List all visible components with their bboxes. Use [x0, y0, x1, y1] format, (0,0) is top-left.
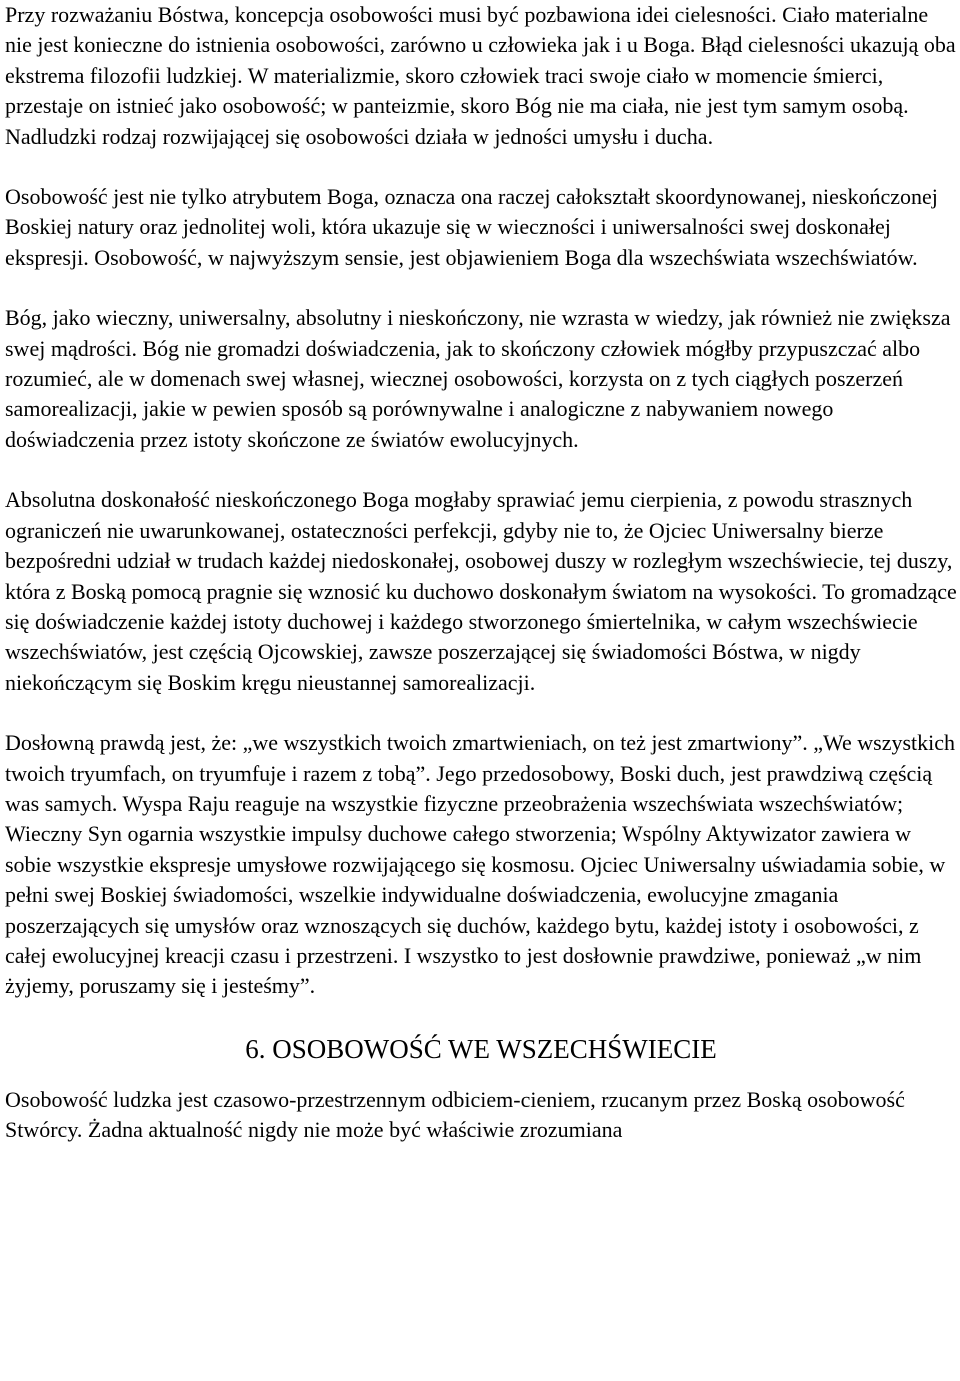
paragraph-corporeality: Przy rozważaniu Bóstwa, koncepcja osobowości musi być pozbawiona idei cielesności. Ciało materialne nie jest konieczne do istnienia osobowości, zarówno u człowieka jak i u Boga. Błąd cielesności ukazują oba ekstrema filozofii ludzkiej. W materializmie, skoro człowiek traci swoje ciało w momencie śmierci, przestaje on istnieć jako osobowość; w panteizmie, skoro Bóg nie ma ciała, nie jest tym samym osobą. Nadludzki rodzaj rozwijającej się osobowości działa w jedności umysłu i ducha.	[5, 2, 956, 149]
paragraph-closing: Osobowość ludzka jest czasowo-przestrzennym odbiciem-cieniem, rzucanym przez Boską osobowość Stwórcy. Żadna aktualność nigdy nie może być właściwie zrozumiana	[5, 1086, 905, 1143]
paragraph-god-eternal: Bóg, jako wieczny, uniwersalny, absolutny i nieskończony, nie wzrasta w wiedzy, jak również nie zwiększa swej mądrości. Bóg nie gromadzi doświadczenia, jak to skończony człowiek mógłby przypuszczać albo rozumieć, ale w domenach swej własnej, wiecznej osobowości, korzysta on z tych ciągłych poszerzeń samorealizacji, jakie w pewien sposób są porównywalne i analogiczne z nabywaniem nowego doświadczenia przez istoty skończone ze światów ewolucyjnych.	[5, 305, 951, 452]
paragraph-absolute-perfection: Absolutna doskonałość nieskończonego Boga mogłaby sprawiać jemu cierpienia, z powodu strasznych ograniczeń nie uwarunkowanej, ostateczności perfekcji, gdyby nie to, że Ojciec Uniwersalny bierze bezpośredni udział w trudach każdej niedoskonałej, osobowej duszy w rozległym wszechświecie, tej duszy, która z Boską pomocą pragnie się wznosić ku duchowo doskonałym światom na wysokości. To gromadzące się doświadczenie każdej istoty duchowej i każdego stworzonego śmiertelnika, w całym wszechświecie wszechświatów, jest częścią Ojcowskiej, zawsze poszerzającej się świadomości Bóstwa, w nigdy niekończącym się Boskim kręgu nieustannej samorealizacji.	[5, 487, 957, 695]
paragraph-personality-attribute: Osobowość jest nie tylko atrybutem Boga, oznacza ona raczej całokształt skoordynowanej, nieskończonej Boskiej natury oraz jednolitej woli, która ukazuje się w wieczności i uniwersalności swej doskonałej ekspresji. Osobowość, w najwyższym sensie, jest objawieniem Boga dla wszechświata wszechświatów.	[5, 184, 938, 270]
section-heading: 6. OSOBOWOŚĆ WE WSZECHŚWIECIE	[245, 1033, 717, 1064]
document-page	[5, 0, 957, 1146]
paragraph-literal-truth: Dosłowną prawdą jest, że: „we wszystkich twoich zmartwieniach, on też jest zmartwiony”. „We wszystkich twoich tryumfach, on tryumfuje i razem z tobą”. Jego przedosobowy, Boski duch, jest prawdziwą częścią was samych. Wyspa Raju reaguje na wszystkie fizyczne przeobrażenia wszechświata wszechświatów; Wieczny Syn ogarnia wszystkie impulsy duchowe całego stworzenia; Wspólny Aktywizator zawiera w sobie wszystkie ekspresje umysłowe rozwijającego się kosmosu. Ojciec Uniwersalny uświadamia sobie, w pełni swej Boskiej świadomości, wszelkie indywidualne doświadczenia, ewolucyjne zmagania poszerzających się umysłów oraz wznoszących się duchów, każdego bytu, każdej istoty i osobowości, z całej ewolucyjnej kreacji czasu i przestrzeni. I wszystko to jest dosłownie prawdziwe, ponieważ „w nim żyjemy, poruszamy się i jesteśmy”.	[5, 730, 956, 999]
